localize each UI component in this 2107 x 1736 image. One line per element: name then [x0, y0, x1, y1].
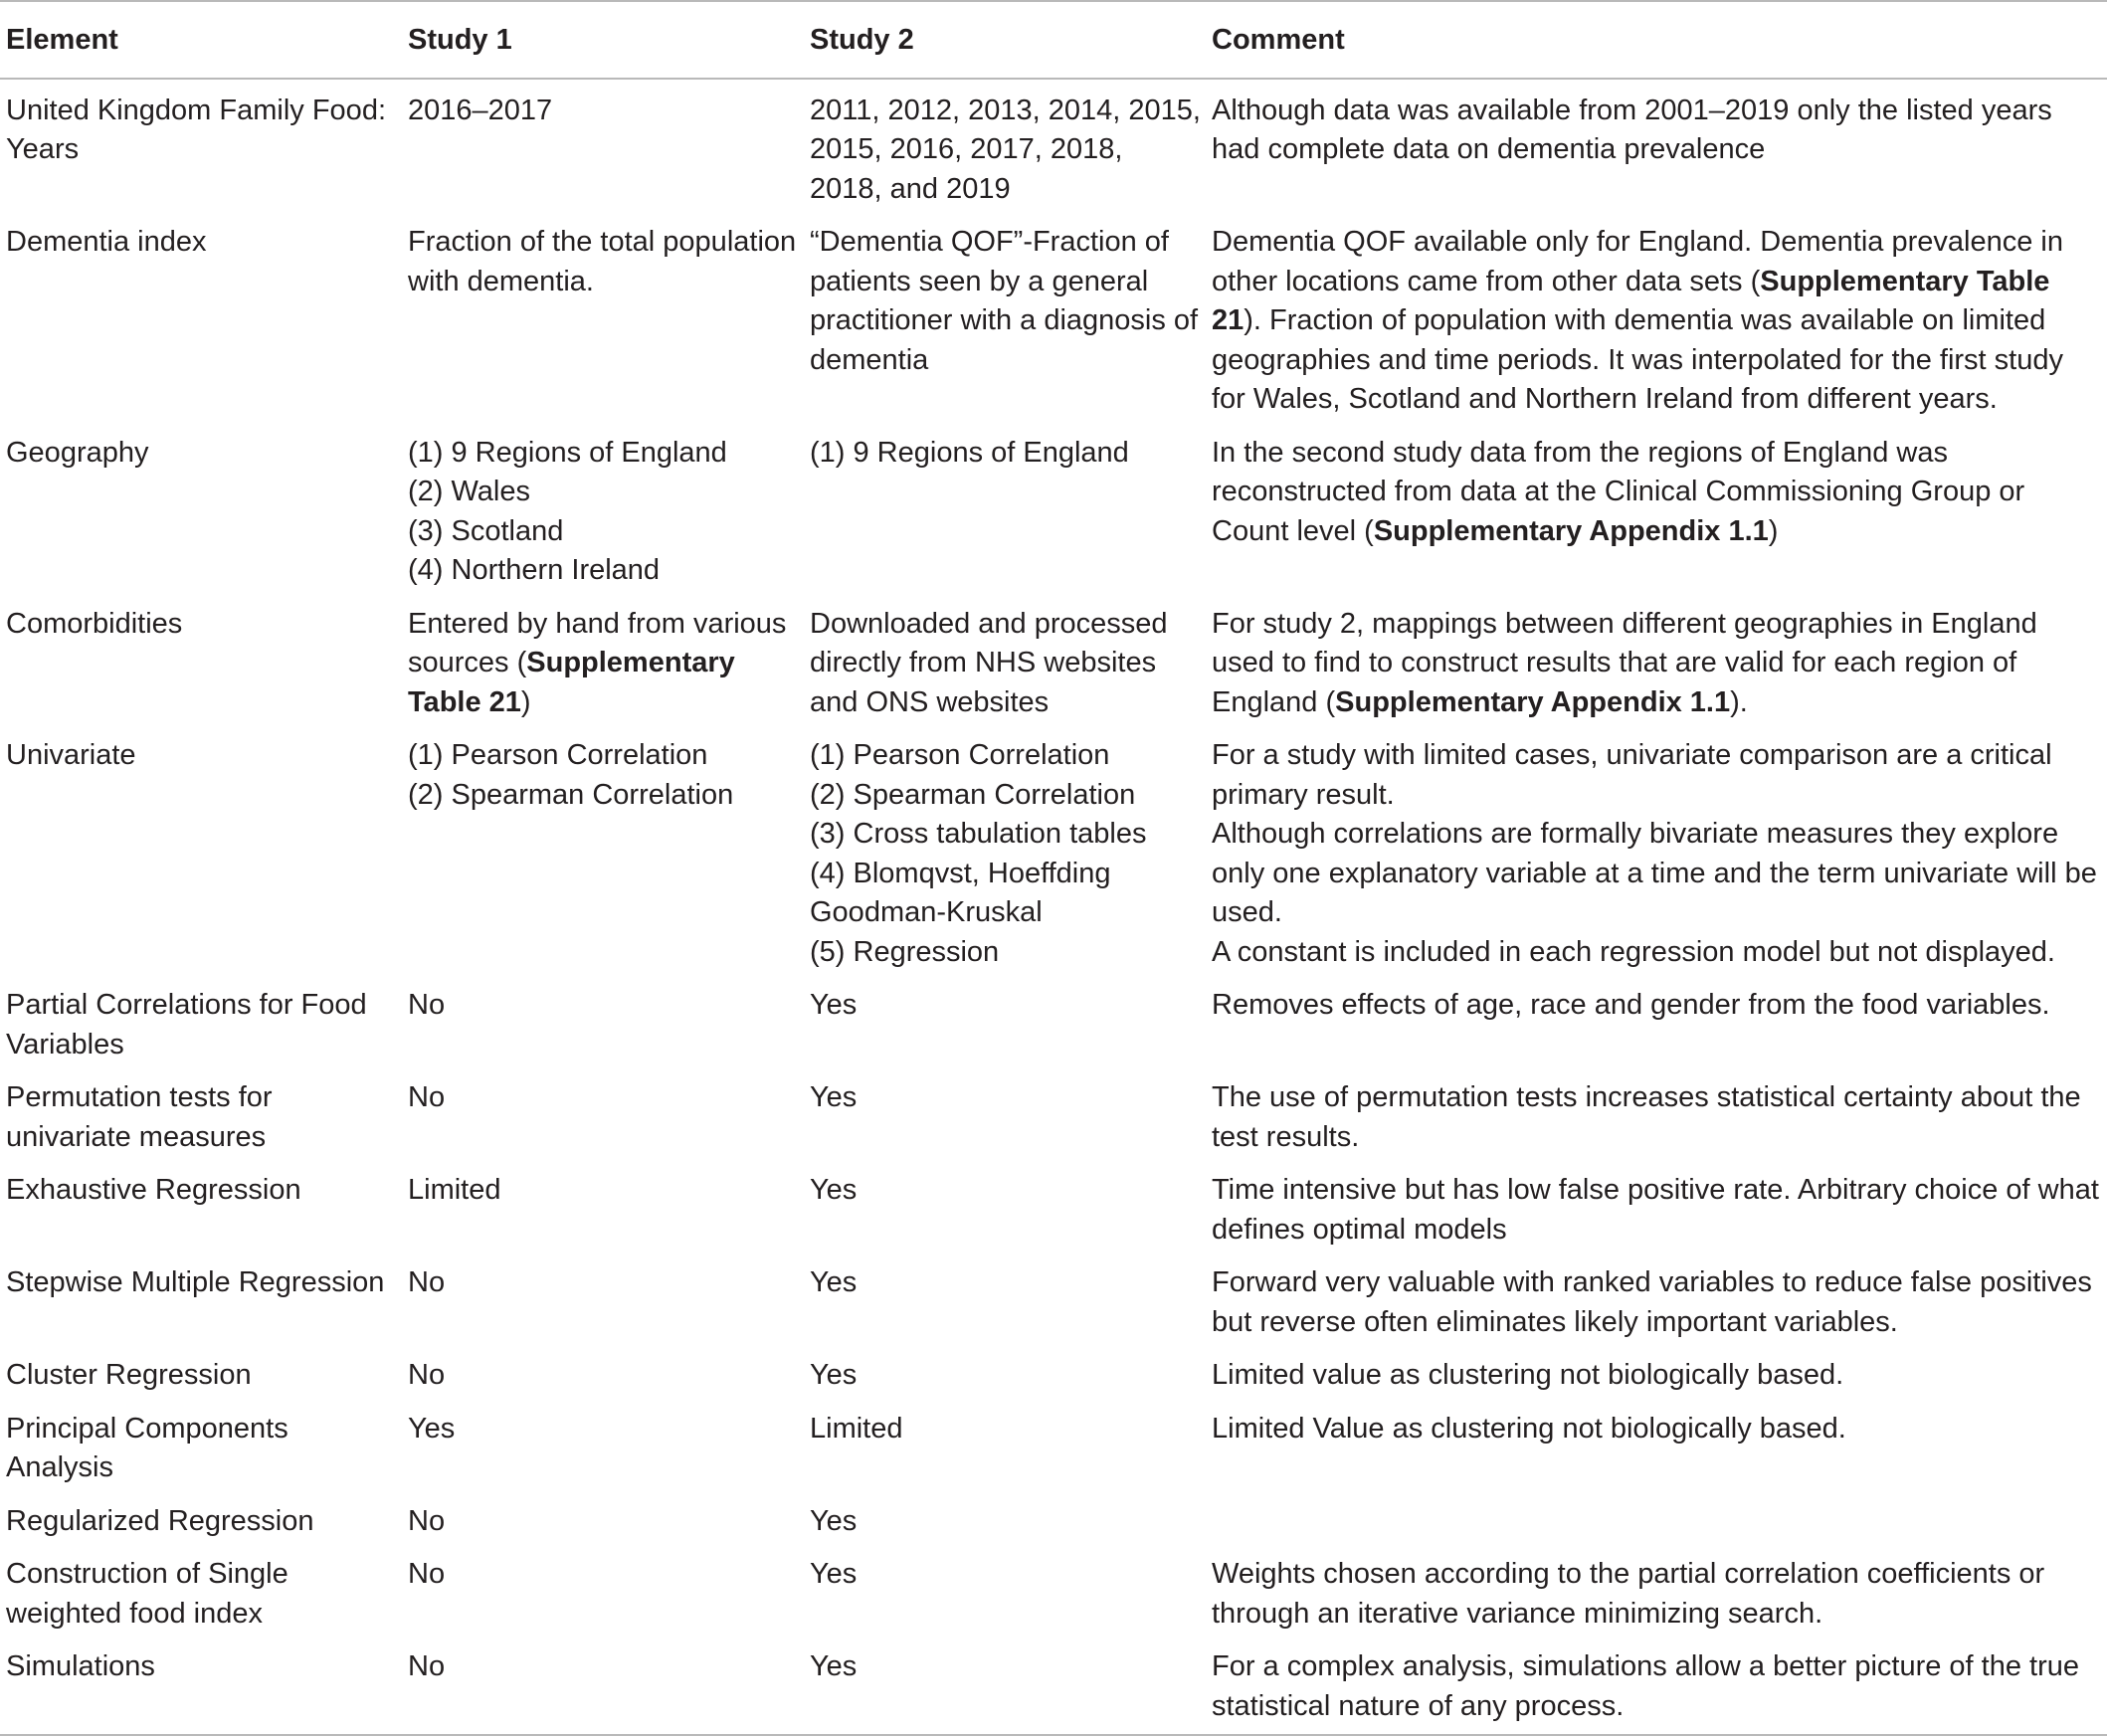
cell-study-2: Limited — [810, 1412, 903, 1445]
cell-study-1: No — [408, 1650, 446, 1682]
study-text: Entered by hand from various sources ( — [408, 607, 787, 678]
comment-paragraph: A constant is included in each regression model but not displayed. — [1212, 935, 2055, 968]
cell-element: Univariate — [6, 739, 136, 771]
cell-element: Partial Correlations for Food Variables — [6, 989, 367, 1061]
cell-comment: Time intensive but has low false positive rate. Arbitrary choice of what defines optimal models — [1212, 1174, 2099, 1246]
list-line: (4) Blomqvst, Hoeffding Goodman-Kruskal — [810, 857, 1111, 928]
table-row — [0, 1072, 2107, 1165]
table-row — [0, 730, 2107, 980]
cell-element: Cluster Regression — [6, 1359, 252, 1391]
cell-comment: Weights chosen according to the partial correlation coefficients or through an iterative variance minimizing search. — [1212, 1558, 2045, 1630]
table-row — [0, 1350, 2107, 1404]
supplementary-reference: Supplementary Appendix 1.1 — [1335, 685, 1731, 718]
list-line: (3) Scotland — [408, 514, 564, 547]
list-line: (3) Cross tabulation tables — [810, 818, 1147, 850]
cell-study-2: Yes — [810, 1174, 858, 1206]
cell-comment: The use of permutation tests increases statistical certainty about the test results. — [1212, 1081, 2081, 1153]
list-line: (1) Pearson Correlation — [408, 739, 708, 771]
cell-study-1 — [402, 599, 804, 731]
cell-study-1 — [402, 730, 804, 980]
table-row — [0, 1165, 2107, 1257]
cell-study-1: Fraction of the total population with dementia. — [408, 226, 797, 297]
table-row — [0, 79, 2107, 218]
cell-study-1: No — [408, 1266, 446, 1298]
list-line: (1) 9 Regions of England — [408, 436, 727, 469]
cell-study-2: Yes — [810, 1359, 858, 1391]
cell-study-2: 2011, 2012, 2013, 2014, 2015, 2015, 2016, 2017, 2018, 2018, and 2019 — [810, 94, 1201, 205]
table-row — [0, 217, 2107, 428]
cell-study-2: Downloaded and processed directly from NHS websites and ONS websites — [810, 607, 1168, 718]
cell-study-2: Yes — [810, 1558, 858, 1590]
cell-study-2: Yes — [810, 1650, 858, 1682]
cell-study-2: Yes — [810, 1081, 858, 1113]
table-row — [0, 1404, 2107, 1496]
cell-element: United Kingdom Family Food: Years — [6, 94, 386, 165]
cell-study-2 — [804, 730, 1206, 980]
list-line: (2) Spearman Correlation — [810, 778, 1136, 811]
table-row — [0, 1257, 2107, 1350]
cell-element: Construction of Single weighted food index — [6, 1558, 288, 1630]
cell-study-2: “Dementia QOF”-Fraction of patients seen by a general practitioner with a diagnosis of dementia — [810, 226, 1199, 376]
table-body — [0, 79, 2107, 1736]
header-element: Element — [6, 24, 118, 56]
cell-element: Permutation tests for univariate measures — [6, 1081, 273, 1153]
cell-comment — [1206, 217, 2107, 428]
cell-study-2: (1) 9 Regions of England — [810, 436, 1129, 469]
header-comment: Comment — [1212, 24, 1345, 56]
comment-text: For study 2, mappings between different geographies in England used to find to construct results that are valid for each region of England ( — [1212, 607, 2037, 718]
cell-comment: Limited value as clustering not biologically based. — [1212, 1359, 1844, 1391]
cell-element: Regularized Regression — [6, 1504, 314, 1537]
cell-comment — [1206, 1496, 2107, 1550]
supplementary-reference: Supplementary Appendix 1.1 — [1373, 514, 1769, 547]
table-row — [0, 599, 2107, 731]
cell-element: Principal Components Analysis — [6, 1412, 288, 1483]
cell-study-1: 2016–2017 — [408, 94, 553, 126]
cell-element: Simulations — [6, 1650, 155, 1682]
supplementary-reference: Supplementary Table 21 — [408, 647, 735, 718]
list-line: (2) Wales — [408, 476, 530, 507]
cell-study-1: No — [408, 1359, 446, 1391]
cell-element: Stepwise Multiple Regression — [6, 1266, 385, 1298]
cell-study-1 — [402, 428, 804, 599]
header-row — [0, 1, 2107, 79]
cell-element: Comorbidities — [6, 607, 183, 640]
cell-study-1: No — [408, 1558, 446, 1590]
table-row — [0, 1549, 2107, 1641]
table-header — [0, 1, 2107, 79]
cell-comment: For a complex analysis, simulations allow a better picture of the true statistical nature of any process. — [1212, 1650, 2080, 1722]
header-study-2: Study 2 — [810, 24, 914, 56]
header-study-1: Study 1 — [408, 24, 512, 56]
cell-study-1: Limited — [408, 1174, 501, 1206]
cell-study-1: Yes — [408, 1412, 456, 1445]
table-row — [0, 428, 2107, 599]
cell-comment — [1206, 730, 2107, 980]
comment-text: ). Fraction of population with dementia was available on limited geographies and time periods. It was interpolated for the first study for Wales, Scotland and Northern Ireland from different years. — [1212, 304, 2063, 415]
cell-comment: Limited Value as clustering not biologically based. — [1212, 1412, 1846, 1445]
cell-study-1: No — [408, 1504, 446, 1537]
comment-text: ). — [1730, 685, 1748, 718]
comment-paragraph: Although correlations are formally bivariate measures they explore only one explanatory variable at a time and the term univariate will be used. — [1212, 818, 2097, 928]
cell-study-1: No — [408, 1081, 446, 1113]
cell-element: Dementia index — [6, 226, 207, 258]
cell-comment: Although data was available from 2001–2019 only the listed years had complete data on dementia prevalence — [1212, 94, 2052, 165]
list-line: (1) Pearson Correlation — [810, 739, 1110, 771]
cell-comment — [1206, 599, 2107, 731]
comment-paragraph: For a study with limited cases, univariate comparison are a critical primary result. — [1212, 739, 2052, 811]
cell-study-1: No — [408, 989, 446, 1021]
cell-comment: Forward very valuable with ranked variables to reduce false positives but reverse often eliminates likely important variables. — [1212, 1266, 2092, 1338]
table-row — [0, 1641, 2107, 1735]
comment-text: In the second study data from the regions of England was reconstructed from data at the Clinical Commissioning Group or Count level ( — [1212, 436, 2025, 547]
comment-text: Dementia QOF available only for England. Dementia prevalence in other locations came from other data sets ( — [1212, 226, 2063, 297]
table-row — [0, 980, 2107, 1072]
cell-comment: Removes effects of age, race and gender from the food variables. — [1212, 989, 2050, 1021]
list-line: (5) Regression — [810, 935, 1000, 968]
cell-study-2: Yes — [810, 1504, 858, 1537]
comment-text: ) — [1768, 514, 1779, 547]
study-text: ) — [520, 685, 531, 718]
cell-study-2: Yes — [810, 989, 858, 1021]
cell-comment — [1206, 428, 2107, 599]
cell-study-2: Yes — [810, 1266, 858, 1298]
list-line: (4) Northern Ireland — [408, 554, 661, 586]
cell-element: Exhaustive Regression — [6, 1174, 301, 1206]
cell-element: Geography — [6, 436, 149, 469]
supplementary-reference: Supplementary Table 21 — [1212, 265, 2050, 336]
list-line: (2) Spearman Correlation — [408, 778, 734, 811]
table-row — [0, 1496, 2107, 1550]
